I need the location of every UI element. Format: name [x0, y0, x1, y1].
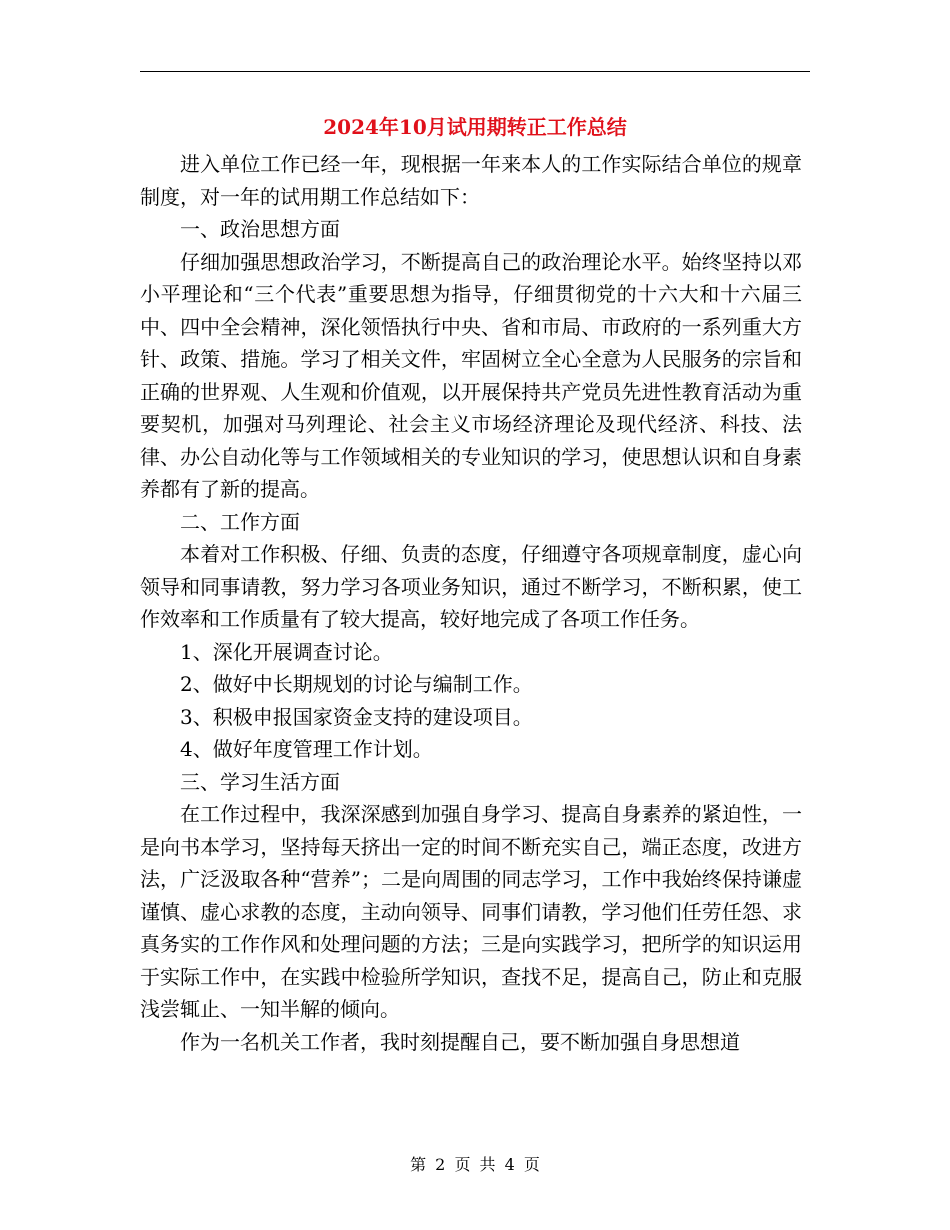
paragraph-work: 本着对工作积极、仔细、负责的态度，仔细遵守各项规章制度，虚心向领导和同事请教，努力学习各项业务知识，通过不断学习，不断积累，使工作效率和工作质量有了较大提高，较好地完成了各项工作任务。 — [140, 542, 802, 631]
paragraph-study: 在工作过程中，我深深感到加强自身学习、提高自身素养的紧迫性，一是向书本学习，坚持每天挤出一定的时间不断充实自己，端正态度，改进方法，广泛汲取各种“营养”；二是向周围的同志学习，工作中我始终保持谦虚谨慎、虚心求教的态度，主动向领导、同事们请教，学习他们任劳任怨、求真务实的工作作风和处理问题的方法；三是向实践学习，把所学的知识运用于实际工作中，在实践中检验所学知识，查找不足，提高自己，防止和克服浅尝辄止、一知半解的倾向。 — [140, 802, 802, 1021]
paragraph-political: 仔细加强思想政治学习，不断提高自己的政治理论水平。始终坚持以邓小平理论和“三个代表”重要思想为指导，仔细贯彻党的十六大和十六届三中、四中全会精神，深化领悟执行中央、省和市局、市政府的一系列重大方针、政策、措施。学习了相关文件，牢固树立全心全意为人民服务的宗旨和正确的世界观、人生观和价值观，以开展保持共产党员先进性教育活动为重要契机，加强对马列理论、社会主义市场经济理论及现代经济、科技、法律、办公自动化等与工作领域相关的专业知识的学习，使思想认识和自身素养都有了新的提高。 — [140, 249, 802, 501]
section-heading-study: 三、学习生活方面 — [180, 769, 340, 794]
paragraph-intro: 进入单位工作已经一年，现根据一年来本人的工作实际结合单位的规章制度，对一年的试用期工作总结如下： — [140, 152, 802, 209]
header-rule — [140, 71, 810, 72]
document-title: 2024年10月试用期转正工作总结 — [323, 115, 627, 139]
page-number-footer: 第 2 页 共 4 页 — [410, 1155, 540, 1174]
section-heading-political: 一、政治思想方面 — [180, 217, 340, 241]
section-heading-work: 二、工作方面 — [180, 509, 300, 534]
list-item: 3、积极申报国家资金支持的建设项目。 — [180, 704, 533, 729]
list-item: 2、做好中长期规划的讨论与编制工作。 — [180, 672, 533, 696]
list-item: 1、深化开展调查讨论。 — [180, 639, 393, 664]
list-item: 4、做好年度管理工作计划。 — [180, 737, 433, 761]
paragraph-closing: 作为一名机关工作者，我时刻提醒自己，要不断加强自身思想道 — [180, 1029, 740, 1054]
document-body — [140, 148, 802, 1058]
